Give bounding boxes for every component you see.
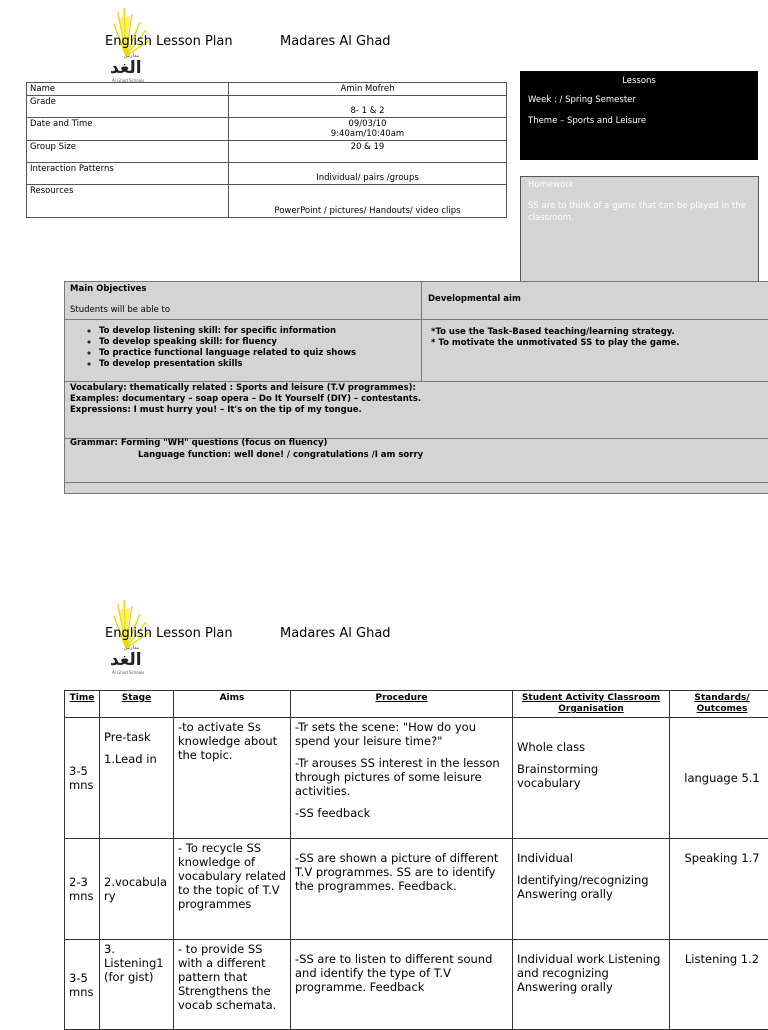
procedure-line: -Tr sets the scene: "How do you spend your leisure time?" <box>295 720 508 748</box>
logo-arabic-small: مدارس <box>124 53 139 59</box>
info-row <box>27 163 507 185</box>
cell-standard: language 5.1 <box>670 718 768 839</box>
cell-procedure <box>291 718 513 839</box>
grammar-line: Grammar: Forming "WH" questions (focus on fluency) <box>70 438 327 448</box>
cell-stage: 2.vocabulary <box>100 839 174 940</box>
list-item: *To use the Task-Based teaching/learning strategy. <box>431 327 680 338</box>
vocabulary-line: Examples: documentary – soap opera – Do It Yourself (DIY) – contestants. <box>70 394 421 405</box>
table-row <box>65 940 768 1030</box>
page-title: English Lesson Plan <box>105 626 233 641</box>
row-divider <box>65 482 768 483</box>
procedure-table <box>64 690 768 1030</box>
info-row <box>27 118 507 141</box>
vocabulary-block <box>70 383 421 416</box>
developmental-aims-list <box>431 327 680 349</box>
row-divider <box>65 319 768 320</box>
lessons-theme: Theme – Sports and Leisure <box>528 116 758 126</box>
cell-time: 3-5 mns <box>65 718 100 839</box>
info-label: Resources <box>27 185 229 218</box>
school-name: Madares Al Ghad <box>280 34 391 49</box>
language-function-line: Language function: well done! / congratulations /I am sorry <box>138 450 423 460</box>
lessons-title: Lessons <box>520 76 758 86</box>
info-row <box>27 141 507 163</box>
stage-line: 1.Lead in <box>104 752 169 766</box>
homework-box <box>520 176 759 295</box>
date-value: 09/03/10 <box>232 119 503 129</box>
info-value: Amin Mofreh <box>229 83 507 96</box>
homework-title: Homework <box>528 180 758 190</box>
cell-standard: Listening 1.2 <box>670 940 768 1030</box>
cell-procedure <box>291 839 513 940</box>
procedure-line: -SS feedback <box>295 806 508 820</box>
info-row <box>27 96 507 118</box>
main-objectives-list <box>65 326 455 370</box>
info-value: 8- 1 & 2 <box>229 96 507 118</box>
list-item: ◦ To develop listening skill: for specific information <box>99 326 455 337</box>
objectives-section <box>64 281 768 494</box>
info-value: Individual/ pairs /groups <box>229 163 507 185</box>
cell-procedure <box>291 940 513 1030</box>
cell-activity <box>513 839 670 940</box>
cell-time: 3-5 mns <box>65 940 100 1030</box>
cell-standard: Speaking 1.7 <box>670 839 768 940</box>
info-row <box>27 83 507 96</box>
cell-stage <box>100 718 174 839</box>
info-label: Date and Time <box>27 118 229 141</box>
page-title: English Lesson Plan <box>105 34 233 49</box>
table-header-row <box>65 691 768 718</box>
procedure-line: -SS are to listen to different sound and identify the type of T.V programme. Feedback <box>295 952 508 994</box>
info-label: Interaction Patterns <box>27 163 229 185</box>
activity-line: Whole class <box>517 740 665 754</box>
activity-line: Individual <box>517 851 665 865</box>
col-header-aims: Aims <box>174 691 291 718</box>
info-label: Group Size <box>27 141 229 163</box>
cell-aims: -to activate Ss knowledge about the topic. <box>174 718 291 839</box>
stage-line: Pre-task <box>104 730 169 744</box>
info-label: Grade <box>27 96 229 118</box>
logo-arabic-text: الغد <box>110 650 142 670</box>
table-row <box>65 839 768 940</box>
col-header-stage: Stage <box>100 691 174 718</box>
col-header-activity: Student Activity Classroom Organisation <box>513 691 670 718</box>
list-item: * To motivate the unmotivated SS to play the game. <box>431 338 680 349</box>
info-row <box>27 185 507 218</box>
info-value: 20 & 19 <box>229 141 507 163</box>
school-name: Madares Al Ghad <box>280 626 391 641</box>
list-item: ◦ To develop presentation skills <box>99 359 455 370</box>
logo-arabic-text: الغد <box>110 58 142 78</box>
info-value <box>229 118 507 141</box>
lessons-week: Week : / Spring Semester <box>528 95 758 105</box>
lessons-box <box>520 71 758 160</box>
vocabulary-line: Expressions: I must hurry you! – It's on the tip of my tongue. <box>70 405 421 416</box>
cell-aims: - to provide SS with a different pattern that Strengthens the vocab schemata. <box>174 940 291 1030</box>
cell-time: 2-3 mns <box>65 839 100 940</box>
developmental-aim-title: Developmental aim <box>428 294 521 304</box>
logo-subtitle: Al Ghad Schools <box>112 78 144 83</box>
lesson-info-table <box>26 82 507 218</box>
activity-line: Identifying/recognizing Answering orally <box>517 873 665 901</box>
col-header-time: Time <box>65 691 100 718</box>
row-divider <box>65 381 768 382</box>
procedure-line: -Tr arouses SS interest in the lesson through pictures of some leisure activities. <box>295 756 508 798</box>
time-value: 9:40am/10:40am <box>232 129 503 139</box>
col-header-standards: Standards/ Outcomes <box>670 691 768 718</box>
info-value: PowerPoint / pictures/ Handouts/ video clips <box>229 185 507 218</box>
main-objectives-title: Main Objectives <box>70 284 147 294</box>
logo-arabic-small: مدارس <box>124 645 139 651</box>
vocabulary-line: Vocabulary: thematically related : Sports and leisure (T.V programmes): <box>70 383 421 394</box>
cell-stage: 3. Listening1 (for gist) <box>100 940 174 1030</box>
cell-aims: - To recycle SS knowledge of vocabulary related to the topic of T.V programmes <box>174 839 291 940</box>
logo-subtitle: Al Ghad Schools <box>112 670 144 675</box>
table-row <box>65 718 768 839</box>
main-objectives-subtitle: Students will be able to <box>70 305 170 315</box>
cell-activity <box>513 718 670 839</box>
homework-text: SS are to think of a game that can be played in the classroom. <box>528 200 752 224</box>
activity-line: Brainstorming vocabulary <box>517 762 665 790</box>
info-label: Name <box>27 83 229 96</box>
col-header-procedure: Procedure <box>291 691 513 718</box>
cell-activity: Individual work Listening and recognizing Answering orally <box>513 940 670 1030</box>
procedure-line: -SS are shown a picture of different T.V programmes. SS are to identify the programmes. Feedback. <box>295 851 508 893</box>
list-item: ◦ To develop speaking skill: for fluency <box>99 337 455 348</box>
list-item: ◦ To practice functional language related to quiz shows <box>99 348 455 359</box>
